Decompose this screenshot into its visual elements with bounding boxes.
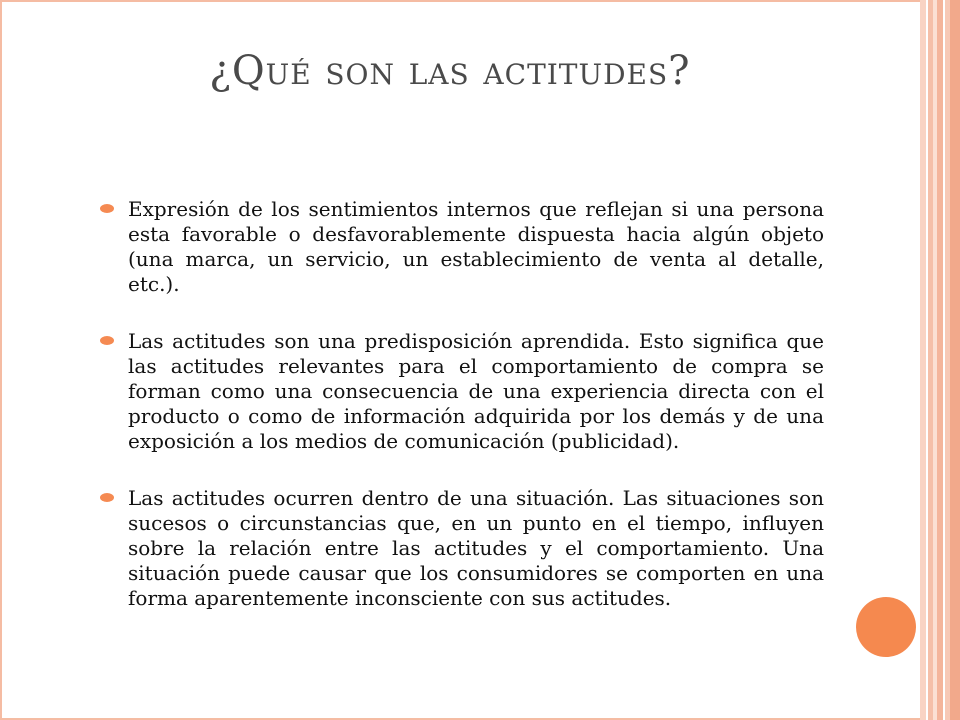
stripe [950, 0, 960, 720]
bullet-list [100, 197, 824, 643]
bullet-item [100, 486, 824, 611]
bullet-item [100, 329, 824, 454]
bullet-text: Expresión de los sentimientos internos que reflejan si una persona esta favorable o desfavorablemente dispuesta hacia algún objeto (una marca, un servicio, un establecimiento de venta al detalle, etc.). [128, 197, 824, 296]
decorative-stripes [920, 0, 960, 720]
bullet-item [100, 197, 824, 297]
bullet-text: Las actitudes ocurren dentro de una situación. Las situaciones son sucesos o circunstancias que, en un punto en el tiempo, influyen sobre la relación entre las actitudes y el comportamiento. Una situación puede causar que los consumidores se comporten en una forma aparentemente inconsciente con sus actitudes. [128, 486, 824, 610]
bullet-text: Las actitudes son una predisposición aprendida. Esto significa que las actitudes relevantes para el comportamiento de compra se forman como una consecuencia de una experiencia directa con el producto o como de información adquirida por los demás y de una exposición a los medios de comunicación (publicidad). [128, 329, 824, 453]
bullet-dot-icon [100, 493, 114, 502]
slide-title: ¿Qué son las actitudes? [209, 48, 691, 94]
accent-circle [856, 597, 916, 657]
bullet-dot-icon [100, 204, 114, 213]
bullet-dot-icon [100, 336, 114, 345]
